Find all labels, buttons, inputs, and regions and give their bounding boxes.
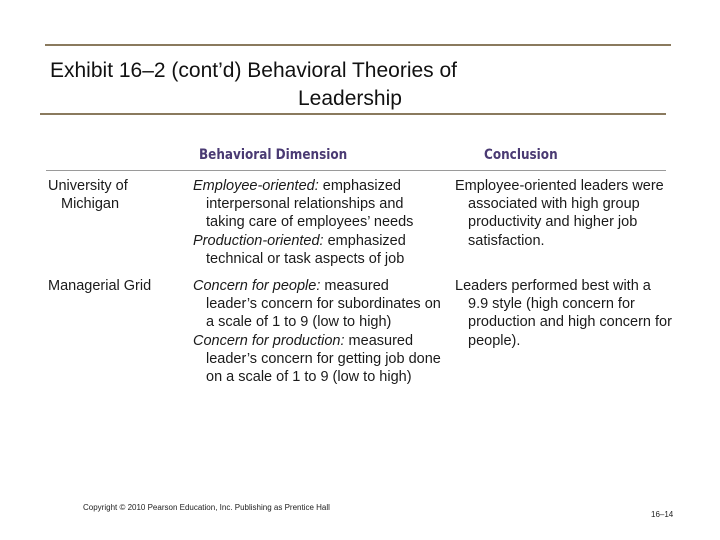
dimension-text: measured leader’s concern for getting job done on a scale of 1 to 9 (low to high) <box>206 332 441 386</box>
title-bottom-rule <box>40 113 666 115</box>
dimension-text: measured leader’s concern for subordinates on a scale of 1 to 9 (low to high) <box>206 278 441 331</box>
row-name-text: Managerial Grid <box>48 278 152 294</box>
dimension-label: Concern for people: <box>193 278 321 294</box>
table-row-2-dimension <box>193 277 443 386</box>
title-top-rule <box>45 44 671 46</box>
dimension-label: Production-oriented: <box>193 232 324 249</box>
table-row-1-conclusion <box>455 177 675 250</box>
dimension-label: Concern for production: <box>193 332 345 349</box>
conclusion-text: Employee-oriented leaders were associated with high group productivity and higher job satisfaction. <box>455 178 664 249</box>
dimension-item <box>193 177 443 232</box>
slide-title-line-2: Leadership <box>298 87 402 110</box>
dimension-text: emphasized technical or task aspects of job <box>206 232 406 267</box>
table-row-1-name <box>48 177 178 213</box>
copyright-notice: Copyright © 2010 Pearson Education, Inc. Publishing as Prentice Hall <box>83 503 330 512</box>
dimension-item <box>193 332 443 387</box>
slide-title-line-1: Exhibit 16–2 (cont’d) Behavioral Theories of <box>50 59 458 82</box>
page-number: 16–14 <box>651 510 674 519</box>
dimension-item <box>193 277 443 332</box>
slide-title <box>50 57 457 113</box>
dimension-label: Employee-oriented: <box>193 178 319 194</box>
column-header-conclusion: Conclusion <box>484 147 558 163</box>
dimension-item <box>193 232 443 268</box>
table-row-1-dimension <box>193 177 443 268</box>
conclusion-text: Leaders performed best with a 9.9 style (high concern for production and high concern for people). <box>455 278 672 349</box>
dimension-text: emphasized interpersonal relationships and taking care of employees’ needs <box>206 178 414 231</box>
header-divider <box>46 170 666 171</box>
column-header-dimension: Behavioral Dimension <box>199 147 348 163</box>
table-row-2-conclusion <box>455 277 675 350</box>
row-name-text: University of Michigan <box>48 178 128 213</box>
table-row-2-name <box>48 277 178 295</box>
